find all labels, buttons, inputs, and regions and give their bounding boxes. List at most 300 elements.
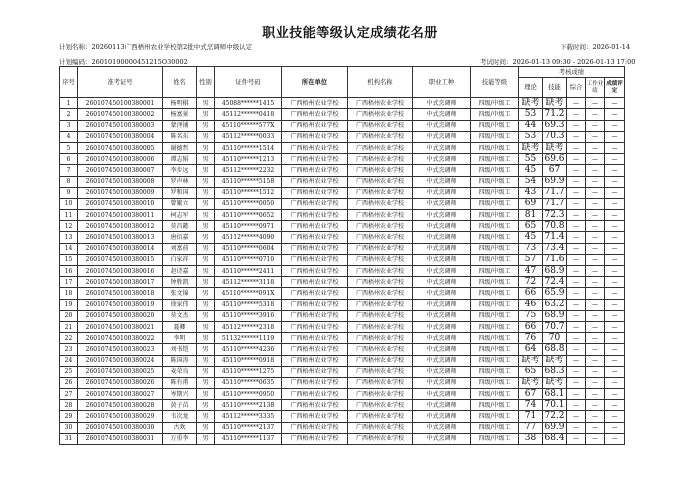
- cell-overall: —: [567, 254, 586, 265]
- cell-theory: 73: [519, 243, 543, 254]
- cell-gender: 男: [197, 344, 215, 355]
- cell-ticket: 260107450100380030: [78, 422, 163, 433]
- cell-skill: 70: [543, 333, 567, 344]
- cell-result: —: [605, 422, 625, 433]
- cell-result: —: [605, 266, 625, 277]
- cell-skill: 70.1: [544, 399, 565, 410]
- cell-id: 45110******4236: [215, 344, 282, 355]
- cell-level: 四级/中级工: [471, 400, 519, 411]
- cell-overall: —: [567, 210, 586, 221]
- cell-unit: 广西梧州农业学校: [282, 389, 348, 400]
- cell-level: 四级/中级工: [471, 165, 519, 176]
- cell-theory: 75: [519, 310, 543, 321]
- cell-result: —: [605, 377, 625, 388]
- table-row: [60, 221, 625, 232]
- cell-level: 四级/中级工: [471, 221, 519, 232]
- cell-result: —: [605, 243, 625, 254]
- cell-skill: 65.9: [544, 287, 565, 298]
- cell-theory: 81: [519, 210, 543, 221]
- cell-work: —: [586, 344, 605, 355]
- table-row: [60, 288, 625, 299]
- cell-result: —: [605, 232, 625, 243]
- cell-gender: 男: [197, 389, 215, 400]
- cell-result: —: [605, 165, 625, 176]
- header-gender: 性别: [197, 67, 215, 98]
- cell-theory: 38: [519, 433, 543, 444]
- cell-gender: 男: [197, 232, 215, 243]
- cell-id: 45110******5318: [215, 299, 282, 310]
- cell-org: 广西梧州农业学校: [348, 389, 413, 400]
- cell-unit: 广西梧州农业学校: [282, 232, 348, 243]
- cell-no: 22: [60, 333, 78, 344]
- cell-overall: —: [567, 198, 586, 209]
- table-row: [60, 321, 625, 332]
- cell-job: 中式烹调师: [413, 433, 471, 444]
- cell-org: 广西梧州农业学校: [348, 333, 413, 344]
- cell-work: —: [586, 310, 605, 321]
- cell-name: 曾繁立: [163, 198, 197, 209]
- cell-ticket: 260107450100380017: [78, 277, 163, 288]
- cell-gender: 男: [197, 366, 215, 377]
- cell-id: 45110******0971: [215, 221, 282, 232]
- cell-result: —: [605, 254, 625, 265]
- cell-theory: 55: [519, 154, 543, 165]
- cell-unit: 广西梧州农业学校: [282, 299, 348, 310]
- cell-work: —: [586, 266, 605, 277]
- cell-work: —: [586, 176, 605, 187]
- cell-result: —: [605, 355, 625, 366]
- cell-work: —: [586, 299, 605, 310]
- cell-work: —: [586, 154, 605, 165]
- cell-overall: —: [567, 176, 586, 187]
- cell-unit: 广西梧州农业学校: [282, 221, 348, 232]
- cell-ticket: 260107450100380010: [78, 198, 163, 209]
- cell-gender: 男: [197, 321, 215, 332]
- cell-theory: 54: [519, 176, 543, 187]
- cell-level: 四级/中级工: [471, 389, 519, 400]
- cell-no: 1: [60, 98, 78, 109]
- cell-result: —: [605, 98, 625, 109]
- cell-name: 谢德哲: [163, 142, 197, 153]
- cell-no: 6: [60, 154, 78, 165]
- cell-work: —: [586, 366, 605, 377]
- cell-overall: —: [567, 411, 586, 422]
- cell-overall: —: [567, 344, 586, 355]
- cell-result: —: [605, 210, 625, 221]
- cell-overall: —: [567, 321, 586, 332]
- cell-id: 45110******2411: [215, 266, 282, 277]
- cell-unit: 广西梧州农业学校: [282, 400, 348, 411]
- cell-id: 45110******5158: [215, 176, 282, 187]
- cell-org: 广西梧州农业学校: [348, 154, 413, 165]
- cell-job: 中式烹调师: [413, 310, 471, 321]
- header-score-group: 考核成绩: [519, 67, 625, 78]
- header-ticket: 准考证号: [78, 67, 163, 98]
- cell-org: 广西梧州农业学校: [348, 187, 413, 198]
- cell-job: 中式烹调师: [413, 422, 471, 433]
- cell-ticket: 260107450100380013: [78, 232, 163, 243]
- cell-id: 45110******0604: [215, 243, 282, 254]
- cell-work: —: [586, 98, 605, 109]
- cell-name: 陈名东: [163, 131, 197, 142]
- cell-job: 中式烹调师: [413, 120, 471, 131]
- cell-overall: —: [567, 377, 586, 388]
- cell-org: 广西梧州农业学校: [348, 120, 413, 131]
- cell-job: 中式烹调师: [413, 165, 471, 176]
- cell-name: 蒙泽铺: [163, 120, 197, 131]
- cell-skill: 68.3: [544, 366, 565, 377]
- cell-org: 广西梧州农业学校: [348, 254, 413, 265]
- table-row: [60, 277, 625, 288]
- cell-id: 45110******1512: [215, 187, 282, 198]
- cell-level: 四级/中级工: [471, 120, 519, 131]
- cell-result: —: [605, 366, 625, 377]
- cell-name: 莫文杰: [163, 310, 197, 321]
- cell-org: 广西梧州农业学校: [348, 198, 413, 209]
- cell-result: —: [605, 198, 625, 209]
- cell-no: 5: [60, 142, 78, 153]
- cell-level: 四级/中级工: [471, 355, 519, 366]
- cell-gender: 男: [197, 310, 215, 321]
- cell-work: —: [586, 142, 605, 153]
- cell-gender: 男: [197, 299, 215, 310]
- cell-job: 中式烹调师: [413, 187, 471, 198]
- cell-skill: 68.1: [544, 388, 565, 399]
- header-org: 机构名称: [348, 67, 413, 98]
- cell-skill: 70.7: [544, 321, 565, 332]
- cell-ticket: 260107450100380025: [78, 366, 163, 377]
- cell-unit: 广西梧州农业学校: [282, 288, 348, 299]
- cell-ticket: 260107450100380009: [78, 187, 163, 198]
- cell-ticket: 260107450100380008: [78, 176, 163, 187]
- cell-no: 23: [60, 344, 78, 355]
- cell-skill: 68.9: [544, 310, 565, 321]
- cell-id: 45112******2318: [215, 321, 282, 332]
- cell-skill: 68.8: [544, 343, 565, 354]
- cell-skill: 71.6: [544, 254, 565, 265]
- cell-ticket: 260107450100380026: [78, 377, 163, 388]
- cell-ticket: 260107450100380023: [78, 344, 163, 355]
- cell-no: 12: [60, 221, 78, 232]
- cell-level: 四级/中级工: [471, 98, 519, 109]
- cell-work: —: [586, 288, 605, 299]
- cell-gender: 男: [197, 377, 215, 388]
- cell-org: 广西梧州农业学校: [348, 299, 413, 310]
- cell-ticket: 260107450100380001: [78, 98, 163, 109]
- cell-skill: 69.9: [544, 422, 565, 433]
- cell-skill: 71.2: [544, 108, 565, 119]
- cell-overall: —: [567, 165, 586, 176]
- cell-ticket: 260107450100380020: [78, 310, 163, 321]
- table-row: [60, 310, 625, 321]
- cell-overall: —: [567, 366, 586, 377]
- cell-work: —: [586, 355, 605, 366]
- cell-no: 25: [60, 366, 78, 377]
- cell-gender: 男: [197, 422, 215, 433]
- header-name: 姓名: [163, 67, 197, 98]
- cell-level: 四级/中级工: [471, 198, 519, 209]
- cell-gender: 男: [197, 221, 215, 232]
- header-work: 工作业绩: [586, 78, 605, 98]
- cell-job: 中式烹调师: [413, 109, 471, 120]
- table-row: [60, 355, 625, 366]
- cell-no: 7: [60, 165, 78, 176]
- cell-no: 3: [60, 120, 78, 131]
- cell-overall: —: [567, 142, 586, 153]
- cell-org: 广西梧州农业学校: [348, 422, 413, 433]
- cell-id: 45110******1514: [215, 142, 282, 153]
- cell-ticket: 260107450100380031: [78, 433, 163, 444]
- cell-id: 51132******1119: [215, 333, 282, 344]
- cell-id: 45110******0652: [215, 210, 282, 221]
- table-row: [60, 266, 625, 277]
- cell-unit: 广西梧州农业学校: [282, 433, 348, 444]
- cell-theory: 71: [519, 411, 543, 422]
- cell-unit: 广西梧州农业学校: [282, 109, 348, 120]
- cell-gender: 男: [197, 266, 215, 277]
- cell-no: 21: [60, 321, 78, 332]
- cell-job: 中式烹调师: [413, 154, 471, 165]
- cell-org: 广西梧州农业学校: [348, 232, 413, 243]
- cell-level: 四级/中级工: [471, 232, 519, 243]
- cell-theory: 缺考: [519, 98, 543, 109]
- table-row: [60, 232, 625, 243]
- cell-theory: 缺考: [519, 142, 543, 153]
- cell-no: 4: [60, 131, 78, 142]
- cell-gender: 男: [197, 411, 215, 422]
- table-row: [60, 243, 625, 254]
- cell-ticket: 260107450100380002: [78, 109, 163, 120]
- cell-level: 四级/中级工: [471, 243, 519, 254]
- cell-org: 广西梧州农业学校: [348, 288, 413, 299]
- table-row: [60, 131, 625, 142]
- cell-name: 黄子苗: [163, 400, 197, 411]
- cell-name: 唐佰嘉: [163, 232, 197, 243]
- cell-skill: 缺考: [543, 142, 567, 153]
- cell-job: 中式烹调师: [413, 344, 471, 355]
- cell-ticket: 260107450100380024: [78, 355, 163, 366]
- cell-overall: —: [567, 266, 586, 277]
- cell-level: 四级/中级工: [471, 299, 519, 310]
- cell-theory: 77: [519, 422, 543, 433]
- cell-gender: 男: [197, 288, 215, 299]
- cell-work: —: [586, 109, 605, 120]
- cell-skill: 71.4: [544, 232, 565, 243]
- header-skill: 技能: [543, 78, 567, 98]
- cell-id: 45110******2137: [215, 422, 282, 433]
- cell-skill: 72.3: [544, 209, 565, 220]
- table-row: [60, 176, 625, 187]
- cell-skill: 69.3: [544, 120, 565, 131]
- cell-level: 四级/中级工: [471, 366, 519, 377]
- cell-no: 28: [60, 400, 78, 411]
- table-row: [60, 411, 625, 422]
- cell-gender: 男: [197, 355, 215, 366]
- cell-job: 中式烹调师: [413, 277, 471, 288]
- cell-job: 中式烹调师: [413, 266, 471, 277]
- cell-unit: 广西梧州农业学校: [282, 344, 348, 355]
- cell-theory: 53: [519, 131, 543, 142]
- cell-name: 麦荣良: [163, 366, 197, 377]
- cell-work: —: [586, 131, 605, 142]
- cell-level: 四级/中级工: [471, 277, 519, 288]
- cell-ticket: 260107450100380027: [78, 389, 163, 400]
- cell-result: —: [605, 310, 625, 321]
- cell-ticket: 260107450100380011: [78, 210, 163, 221]
- header-id: 证件号码: [215, 67, 282, 98]
- cell-no: 13: [60, 232, 78, 243]
- cell-no: 15: [60, 254, 78, 265]
- plan-code: 计划编码：26010190000451215O30002: [59, 58, 188, 66]
- cell-job: 中式烹调师: [413, 142, 471, 153]
- cell-job: 中式烹调师: [413, 176, 471, 187]
- cell-id: 45112******3335: [215, 411, 282, 422]
- cell-unit: 广西梧州农业学校: [282, 411, 348, 422]
- cell-skill: 68.4: [544, 433, 565, 444]
- cell-theory: 53: [519, 109, 543, 120]
- cell-job: 中式烹调师: [413, 400, 471, 411]
- cell-no: 10: [60, 198, 78, 209]
- cell-overall: —: [567, 355, 586, 366]
- cell-org: 广西梧州农业学校: [348, 165, 413, 176]
- cell-result: —: [605, 288, 625, 299]
- cell-overall: —: [567, 433, 586, 444]
- table-row: [60, 109, 625, 120]
- cell-result: —: [605, 389, 625, 400]
- cell-ticket: 260107450100380022: [78, 333, 163, 344]
- cell-result: —: [605, 299, 625, 310]
- cell-unit: 广西梧州农业学校: [282, 187, 348, 198]
- cell-theory: 45: [519, 232, 543, 243]
- cell-theory: 67: [519, 389, 543, 400]
- cell-level: 四级/中级工: [471, 187, 519, 198]
- cell-result: —: [605, 131, 625, 142]
- cell-skill: 73.4: [544, 243, 565, 254]
- cell-overall: —: [567, 232, 586, 243]
- cell-overall: —: [567, 221, 586, 232]
- table-row: [60, 154, 625, 165]
- cell-gender: 男: [197, 433, 215, 444]
- score-roster-table: [59, 66, 625, 445]
- cell-work: —: [586, 400, 605, 411]
- cell-overall: —: [567, 131, 586, 142]
- cell-no: 14: [60, 243, 78, 254]
- cell-id: 45110******0050: [215, 198, 282, 209]
- cell-theory: 69: [519, 198, 543, 209]
- header-level: 技能等级: [471, 67, 519, 98]
- cell-work: —: [586, 422, 605, 433]
- table-row: [60, 120, 625, 131]
- cell-org: 广西梧州农业学校: [348, 310, 413, 321]
- cell-theory: 76: [519, 333, 543, 344]
- cell-result: —: [605, 333, 625, 344]
- cell-org: 广西梧州农业学校: [348, 109, 413, 120]
- cell-work: —: [586, 433, 605, 444]
- cell-job: 中式烹调师: [413, 243, 471, 254]
- cell-job: 中式烹调师: [413, 198, 471, 209]
- cell-id: 45088******1415: [215, 98, 282, 109]
- cell-work: —: [586, 198, 605, 209]
- cell-id: 45112******2232: [215, 165, 282, 176]
- cell-level: 四级/中级工: [471, 344, 519, 355]
- cell-gender: 男: [197, 277, 215, 288]
- cell-no: 2: [60, 109, 78, 120]
- cell-id: 45110******3916: [215, 310, 282, 321]
- cell-org: 广西梧州农业学校: [348, 98, 413, 109]
- cell-no: 11: [60, 210, 78, 221]
- cell-id: 45110******1213: [215, 154, 282, 165]
- cell-unit: 广西梧州农业学校: [282, 355, 348, 366]
- cell-unit: 广西梧州农业学校: [282, 321, 348, 332]
- cell-level: 四级/中级工: [471, 433, 519, 444]
- cell-theory: 57: [519, 254, 543, 265]
- cell-unit: 广西梧州农业学校: [282, 377, 348, 388]
- cell-org: 广西梧州农业学校: [348, 411, 413, 422]
- cell-name: 赵诗嘉: [163, 266, 197, 277]
- cell-work: —: [586, 165, 605, 176]
- cell-level: 四级/中级工: [471, 142, 519, 153]
- cell-name: 白家祥: [163, 254, 197, 265]
- cell-name: 张文锦: [163, 288, 197, 299]
- cell-overall: —: [567, 389, 586, 400]
- cell-no: 17: [60, 277, 78, 288]
- cell-unit: 广西梧州农业学校: [282, 277, 348, 288]
- cell-job: 中式烹调师: [413, 98, 471, 109]
- cell-org: 广西梧州农业学校: [348, 433, 413, 444]
- cell-theory: 74: [519, 400, 543, 411]
- cell-id: 45110******2138: [215, 400, 282, 411]
- cell-work: —: [586, 210, 605, 221]
- cell-org: 广西梧州农业学校: [348, 377, 413, 388]
- cell-unit: 广西梧州农业学校: [282, 210, 348, 221]
- cell-level: 四级/中级工: [471, 377, 519, 388]
- cell-unit: 广西梧州农业学校: [282, 120, 348, 131]
- cell-work: —: [586, 254, 605, 265]
- table-row: [60, 98, 625, 109]
- cell-gender: 男: [197, 109, 215, 120]
- table-row: [60, 333, 625, 344]
- cell-name: 陈有甫: [163, 377, 197, 388]
- cell-name: 杨明棋: [163, 98, 197, 109]
- cell-level: 四级/中级工: [471, 154, 519, 165]
- cell-gender: 男: [197, 142, 215, 153]
- cell-job: 中式烹调师: [413, 221, 471, 232]
- cell-work: —: [586, 221, 605, 232]
- cell-unit: 广西梧州农业学校: [282, 333, 348, 344]
- cell-ticket: 260107450100380014: [78, 243, 163, 254]
- cell-org: 广西梧州农业学校: [348, 142, 413, 153]
- cell-id: 45110******091X: [215, 288, 282, 299]
- cell-no: 18: [60, 288, 78, 299]
- cell-org: 广西梧州农业学校: [348, 243, 413, 254]
- cell-id: 45110******1137: [215, 433, 282, 444]
- cell-overall: —: [567, 310, 586, 321]
- cell-work: —: [586, 333, 605, 344]
- cell-id: 45110******1275: [215, 366, 282, 377]
- cell-gender: 男: [197, 131, 215, 142]
- cell-result: —: [605, 109, 625, 120]
- cell-overall: —: [567, 109, 586, 120]
- cell-skill: 72.2: [544, 411, 565, 422]
- table-row: [60, 377, 625, 388]
- table-row: [60, 187, 625, 198]
- cell-id: 45110******0918: [215, 355, 282, 366]
- cell-theory: 缺考: [519, 377, 543, 388]
- cell-no: 16: [60, 266, 78, 277]
- table-row: [60, 400, 625, 411]
- cell-ticket: 260107450100380028: [78, 400, 163, 411]
- cell-result: —: [605, 120, 625, 131]
